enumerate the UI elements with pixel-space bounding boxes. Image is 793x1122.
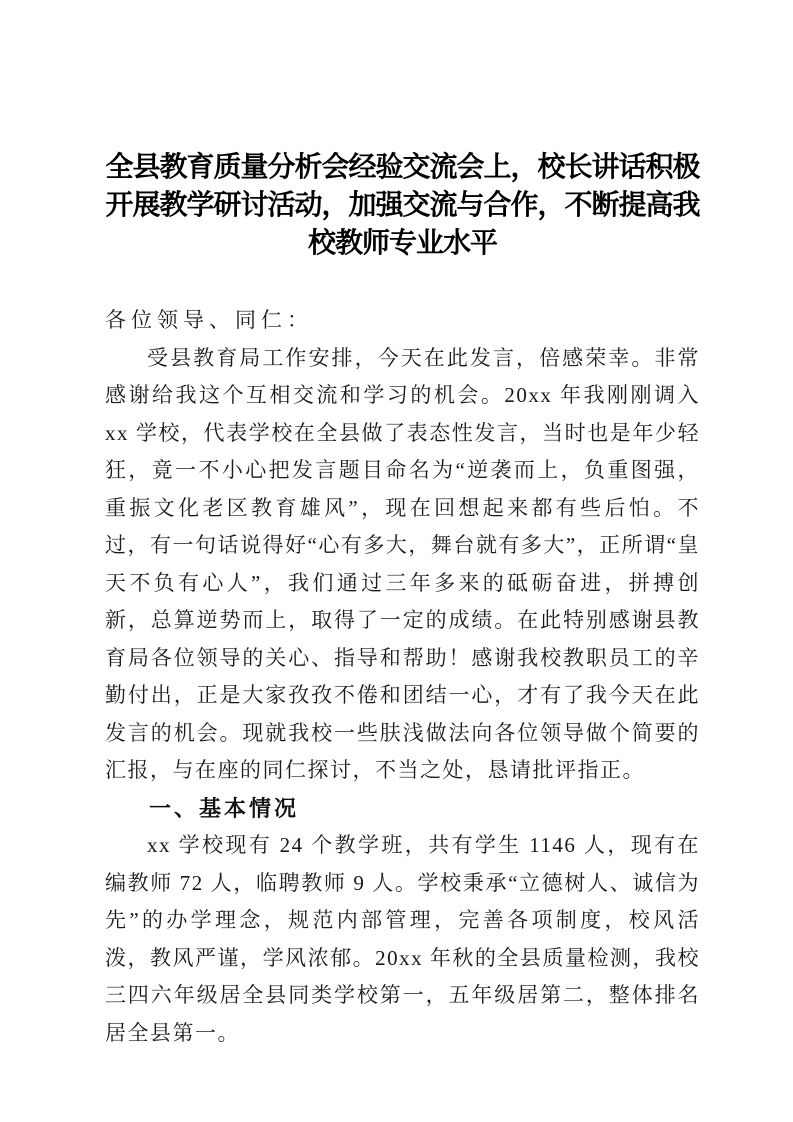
document-title: 全县教育质量分析会经验交流会上，校长讲话积极开展教学研讨活动，加强交流与合作，不断提高我校教师专业水平 xyxy=(105,151,700,258)
salutation-line: 各位领导、同仁： xyxy=(105,308,313,332)
paragraph-school-overview: xx 学校现有 24 个教学班，共有学生 1146 人，现有在编教师 72 人，临聘教师 9 人。学校秉承“立德树人、诚信为先”的办学理念，规范内部管理，完善各项制度，校风活泼，教风严谨，学风浓郁。20xx 年秋的全县质量检测，我校三四六年级居全县同类学校第一，五年级居第二，整体排名居全县第一。 xyxy=(105,833,700,1045)
section-heading-basic-situation: 一、基本情况 xyxy=(149,795,300,821)
paragraph-introduction: 受县教育局工作安排，今天在此发言，倍感荣幸。非常感谢给我这个互相交流和学习的机会。20xx 年我刚刚调入 xx 学校，代表学校在全县做了表态性发言，当时也是年少轻狂，竟一不小心把发言题目命名为“逆袭而上，负重图强，重振文化老区教育雄风”，现在回想起来都有些后怕。不过，有一句话说得好“心有多大，舞台就有多大”，正所谓“皇天不负有心人”，我们通过三年多来的砥砺奋进，拼搏创新，总算逆势而上，取得了一定的成绩。在此特别感谢县教育局各位领导的关心、指导和帮助！感谢我校教职员工的辛勤付出，正是大家孜孜不倦和团结一心，才有了我今天在此发言的机会。现就我校一些肤浅做法向各位领导做个简要的汇报，与在座的同仁探讨，不当之处，恳请批评指正。 xyxy=(105,345,700,782)
